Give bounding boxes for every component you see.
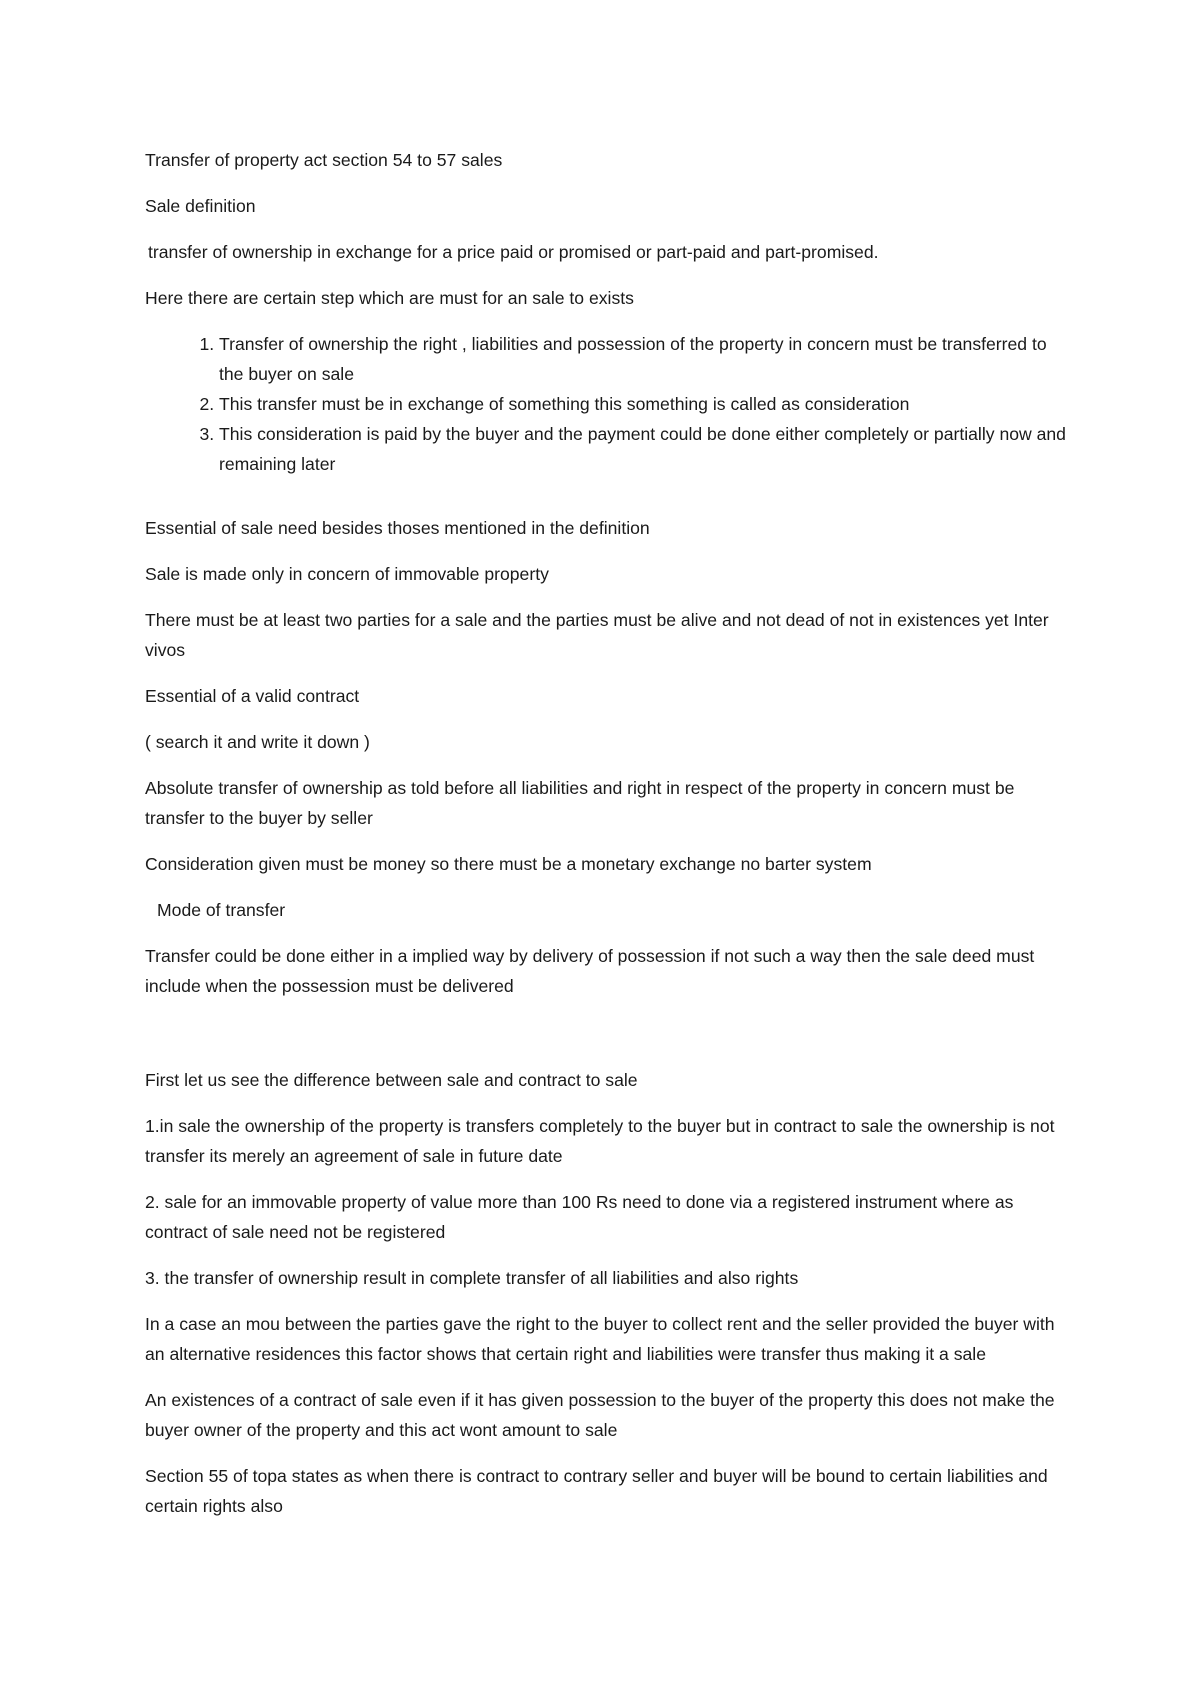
steps-list — [145, 329, 1075, 479]
difference-heading: First let us see the difference between sale and contract to sale — [145, 1070, 638, 1090]
steps-intro: Here there are certain step which are must for an sale to exists — [145, 288, 634, 308]
sale-definition-heading: Sale definition — [145, 196, 256, 216]
immovable-property-text: Sale is made only in concern of immovable property — [145, 564, 549, 584]
difference-item-3: 3. the transfer of ownership result in complete transfer of all liabilities and also rights — [145, 1268, 799, 1288]
definition-text: transfer of ownership in exchange for a price paid or promised or part-paid and part-promised. — [148, 242, 879, 262]
consideration-text: Consideration given must be money so there must be a monetary exchange no barter system — [145, 854, 872, 874]
case-text: In a case an mou between the parties gave the right to the buyer to collect rent and the seller provided the buyer with an alternative residences this factor shows that certain right and liabilities were transfer thus making it a sale — [145, 1314, 1055, 1364]
valid-contract-heading: Essential of a valid contract — [145, 686, 360, 706]
document-body — [145, 145, 1075, 1537]
existence-text: An existences of a contract of sale even if it has given possession to the buyer of the property this does not make the buyer owner of the property and this act wont amount to sale — [145, 1390, 1055, 1440]
difference-item-2: 2. sale for an immovable property of value more than 100 Rs need to done via a registered instrument where as contract of sale need not be registered — [145, 1192, 1014, 1242]
step-item-2: 2. This transfer must be in exchange of something this something is called as consideration — [219, 389, 1075, 419]
document-title: Transfer of property act section 54 to 57 sales — [145, 150, 503, 170]
mode-of-transfer-heading: Mode of transfer — [157, 900, 286, 920]
section-55-text: Section 55 of topa states as when there is contract to contrary seller and buyer will be bound to certain liabilities and certain rights also — [145, 1466, 1048, 1516]
essential-heading: Essential of sale need besides thoses mentioned in the definition — [145, 518, 650, 538]
difference-item-1: 1.in sale the ownership of the property is transfers completely to the buyer but in contract to sale the ownership is not transfer its merely an agreement of sale in future date — [145, 1116, 1055, 1166]
step-item-3: 3. This consideration is paid by the buyer and the payment could be done either completely or partially now and remaining later — [219, 419, 1075, 479]
step-item-1: 1. Transfer of ownership the right , liabilities and possession of the property in concern must be transferred to the buyer on sale — [219, 329, 1075, 389]
mode-of-transfer-text: Transfer could be done either in a implied way by delivery of possession if not such a way then the sale deed must include when the possession must be delivered — [145, 946, 1035, 996]
absolute-transfer-text: Absolute transfer of ownership as told before all liabilities and right in respect of the property in concern must be transfer to the buyer by seller — [145, 778, 1015, 828]
parties-text: There must be at least two parties for a sale and the parties must be alive and not dead of not in existences yet Inter vivos — [145, 610, 1049, 660]
search-note: ( search it and write it down ) — [145, 732, 370, 752]
